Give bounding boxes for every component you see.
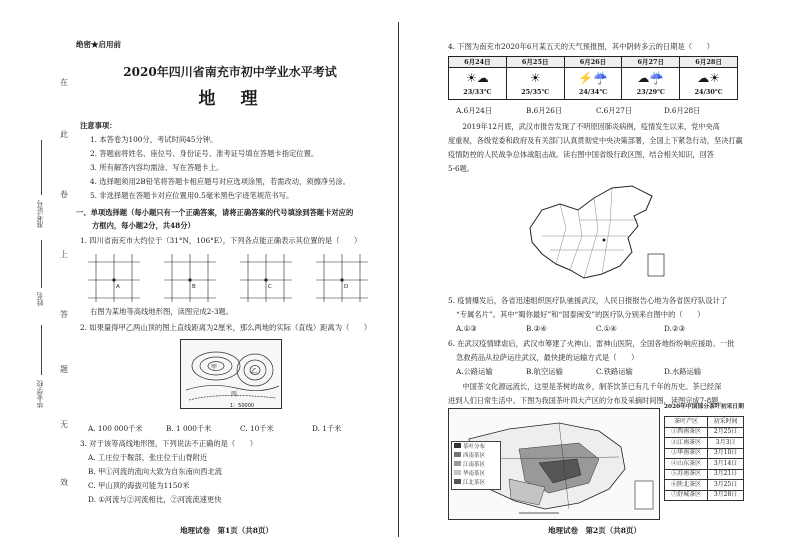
table-header: 茶叶产区: [665, 417, 708, 428]
q5-option-a: A.①③: [456, 324, 477, 333]
tea-table-caption: 2020年中国部分茶叶初采日期: [664, 404, 744, 410]
side-label-school: 毕业学校: [36, 380, 44, 408]
table-cell: 2月25日: [708, 427, 744, 438]
table-cell: ⑤苏南茶区: [665, 469, 708, 480]
section1-heading-cont: 方框内，每小题2分，共48分）: [92, 221, 195, 230]
weather-day: [507, 57, 565, 99]
weather-day: [622, 57, 680, 99]
legend-item: 华南茶区: [454, 470, 498, 479]
question-4: 4. 下图为南充市2020年6月某五天的天气预报图，其中阴转多云的日期是（ ）: [448, 42, 714, 51]
weather-temp: 23/33℃: [463, 88, 492, 96]
passage1-line: 2019年12月底，武汉市报告发现了不明原因肺炎病例，疫情发生以来，党中央高: [448, 122, 720, 131]
grid-option-label: A: [116, 284, 120, 290]
table-cell: 3月14日: [708, 459, 744, 470]
table-row: [665, 448, 744, 459]
table-row: [665, 480, 744, 491]
q1-followup: 右图为某地等高线地形图，读图完成2-3题。: [90, 307, 234, 316]
side-line: [41, 140, 42, 195]
question-2: 2. 如果量得甲乙两山顶的图上直线距离为2厘米，那么两地的实际（直线）距离为（ ）: [80, 323, 372, 332]
seal-char: 答: [60, 310, 68, 319]
sunny-icon: ☀: [529, 71, 541, 85]
grid-options-figure: [82, 246, 382, 302]
q4-option-b: B.6月26日: [526, 106, 563, 115]
partly-cloudy-icon: ☀☁: [466, 71, 489, 85]
left-footer: 地理试卷 第1页（共8页）: [180, 526, 273, 535]
q4-option-a: A.6月24日: [456, 106, 493, 115]
q3-option-a: A. 工庄位于鞍部，张庄位于山脊附近: [88, 453, 208, 462]
question-5-cont: “专属名片”。其中“蜀你最好”和“国泰闽安”的医疗队分别来自图中的（ ）: [456, 310, 705, 319]
q2-option-c: C. 10千米: [240, 424, 274, 433]
china-outline: [520, 180, 670, 288]
table-cell: 3月10日: [708, 448, 744, 459]
notes-heading: 注意事项：: [80, 121, 117, 130]
weather-date: 6月28日: [680, 57, 737, 68]
table-row: [665, 490, 744, 501]
side-label-name: 姓名: [36, 292, 44, 306]
weather-day: [565, 57, 623, 99]
note-item: 2. 答题前将姓名、座位号、身份证号、准考证号填在答题卡指定位置。: [90, 149, 319, 158]
weather-date: 6月27日: [622, 57, 679, 68]
q5-option-b: B.②④: [526, 324, 547, 333]
svg-text:C: C: [268, 284, 272, 290]
weather-temp: 24/34℃: [578, 88, 608, 96]
weather-day: [449, 57, 507, 99]
weather-temp: 25/35℃: [521, 88, 550, 96]
contour-map: [180, 339, 282, 409]
subject-title: 地 理: [198, 89, 262, 109]
passage1-line: 5-6题。: [448, 164, 474, 173]
weather-temp: 23/29℃: [636, 88, 665, 96]
tea-region-map: [448, 408, 660, 520]
seal-char: 无: [60, 420, 68, 429]
thunderstorm-icon: ⚡☔: [578, 71, 608, 85]
q5-option-d: D.②③: [664, 324, 685, 333]
table-cell: 3月25日: [708, 480, 744, 491]
seal-char: 效: [60, 478, 68, 487]
seal-char: 题: [60, 365, 68, 374]
table-row: [665, 427, 744, 438]
side-line: [41, 325, 42, 375]
q6-option-b: B.航空运输: [526, 367, 563, 376]
note-item: 1. 本答卷为100分，考试时间45分钟。: [90, 135, 218, 144]
side-line: [41, 240, 42, 288]
question-3: 3. 对于该等高线地形图，下列说法不正确的是（ ）: [80, 439, 258, 448]
contour-lines: [181, 340, 281, 408]
seal-char: 在: [60, 78, 68, 87]
q3-option-b: B. 甲①河流的流向大致为自东南向西北流: [88, 467, 223, 476]
table-cell: ②江南茶区: [665, 438, 708, 449]
map-label-yi: 乙: [251, 368, 258, 375]
table-cell: ⑦舒城茶区: [665, 490, 708, 501]
legend-item: 茶叶分布: [454, 443, 498, 452]
legend-item: 江南茶区: [454, 461, 498, 470]
map-scale: 1：50000: [230, 403, 255, 409]
china-province-map: [520, 180, 670, 288]
seal-char: 此: [60, 130, 68, 139]
table-cell: 3月3日: [708, 438, 744, 449]
side-label-exam-no: 准考证号: [36, 200, 44, 228]
secret-mark: 绝密★启用前: [76, 40, 121, 49]
passage2-line: 进到人们日常生活中。下图为我国茶叶四大产区的分布及采摘时间图，读图完成7-8题。: [448, 396, 726, 405]
seal-char: 上: [60, 250, 68, 259]
table-cell: ④山东茶区: [665, 459, 708, 470]
weather-temp: 24/30℃: [694, 88, 723, 96]
note-item: 4. 选择题须用2B铅笔将答题卡相应题号对应选项涂黑，若需改动，须擦净另涂。: [90, 177, 351, 186]
page-divider: [398, 22, 399, 537]
table-row: [665, 459, 744, 470]
weather-day: [680, 57, 737, 99]
q2-option-b: B. 1 000千米: [166, 424, 212, 433]
map-label-bing: 丙: [231, 391, 238, 398]
exam-title: 2020年四川省南充市初中学业水平考试: [123, 65, 337, 79]
weather-date: 6月25日: [507, 57, 564, 68]
svg-text:B: B: [192, 284, 196, 290]
tea-map-legend: [451, 441, 501, 490]
weather-forecast-table: [448, 56, 738, 100]
table-cell: ⑥陕北茶区: [665, 480, 708, 491]
passage1-line: 度重视，各级党委和政府及有关部门认真贯彻党中央决策部署，全国上下紧急行动，坚决打赢: [448, 136, 743, 145]
q4-option-c: C.6月27日: [596, 106, 633, 115]
note-item: 3. 所有解答内容均需涂、写在答题卡上。: [90, 163, 224, 172]
q6-option-d: D.水路运输: [664, 367, 702, 376]
q3-option-c: C. 甲山顶的海拔可能为1150米: [88, 481, 190, 490]
question-5: 5. 疫情爆发后，各省迅速组织医疗队驰援武汉，人民日报报告心地为各省医疗队设计了: [448, 296, 728, 305]
note-item: 5. 非选择题在答题卡对应位置用0.5毫米黑色字迹笔规范书写。: [90, 191, 294, 200]
cloudy-to-sunny-icon: ☁☀: [697, 71, 720, 85]
svg-text:D: D: [344, 284, 349, 290]
table-header-row: [665, 417, 744, 428]
cloudy-rain-icon: ☁☔: [637, 71, 665, 85]
q5-option-c: C.①④: [596, 324, 617, 333]
map-label-jia: 甲: [211, 364, 218, 371]
weather-date: 6月26日: [565, 57, 622, 68]
q4-option-d: D.6月28日: [664, 106, 701, 115]
section1-heading: 一、单项选择题（每小题只有一个正确答案，请将正确答案的代号填涂到答题卡对应的: [76, 208, 354, 217]
lat-lon-grids: [82, 246, 382, 302]
q2-option-d: D. 1千米: [312, 424, 342, 433]
table-cell: 3月28日: [708, 490, 744, 501]
passage1-line: 疫情防控的人民战争总体战阻击战。读右图中国省级行政区图，结合相关知识，回答: [448, 150, 714, 159]
tea-harvest-table: [664, 416, 744, 501]
q6-option-c: C.铁路运输: [596, 367, 633, 376]
question-1: 1. 四川省南充市大约位于（31°N，106°E），下列各点能正确表示其位置的是（ ）: [80, 236, 362, 245]
table-header: 初采时间: [708, 417, 744, 428]
table-row: [665, 469, 744, 480]
table-cell: ①西南茶区: [665, 427, 708, 438]
table-cell: 3月21日: [708, 469, 744, 480]
legend-item: 西南茶区: [454, 452, 498, 461]
question-6: 6. 在武汉疫情肆虐后，武汉市筹建了火神山、雷神山医院，全国各地纷纷响应援助。一批: [448, 339, 735, 348]
q6-option-a: A.公路运输: [456, 367, 493, 376]
legend-item: 江北茶区: [454, 479, 498, 488]
table-row: [665, 438, 744, 449]
passage2-line: 中国茶文化源远流长，这里是茶树的故乡，制茶饮茶已有几千年的历史。茶已经深: [448, 382, 722, 391]
q2-option-a: A. 100 000千米: [88, 424, 143, 433]
right-footer: 地理试卷 第2页（共8页）: [548, 526, 641, 535]
seal-char: 卷: [60, 190, 68, 199]
table-cell: ③华南茶区: [665, 448, 708, 459]
q3-option-d: D. ①河流与②河流相比，②河流流速更快: [88, 495, 222, 504]
weather-date: 6月24日: [449, 57, 506, 68]
question-6-cont: 急救药品从拉萨运往武汉，最快捷的运输方式是（ ）: [456, 353, 639, 362]
